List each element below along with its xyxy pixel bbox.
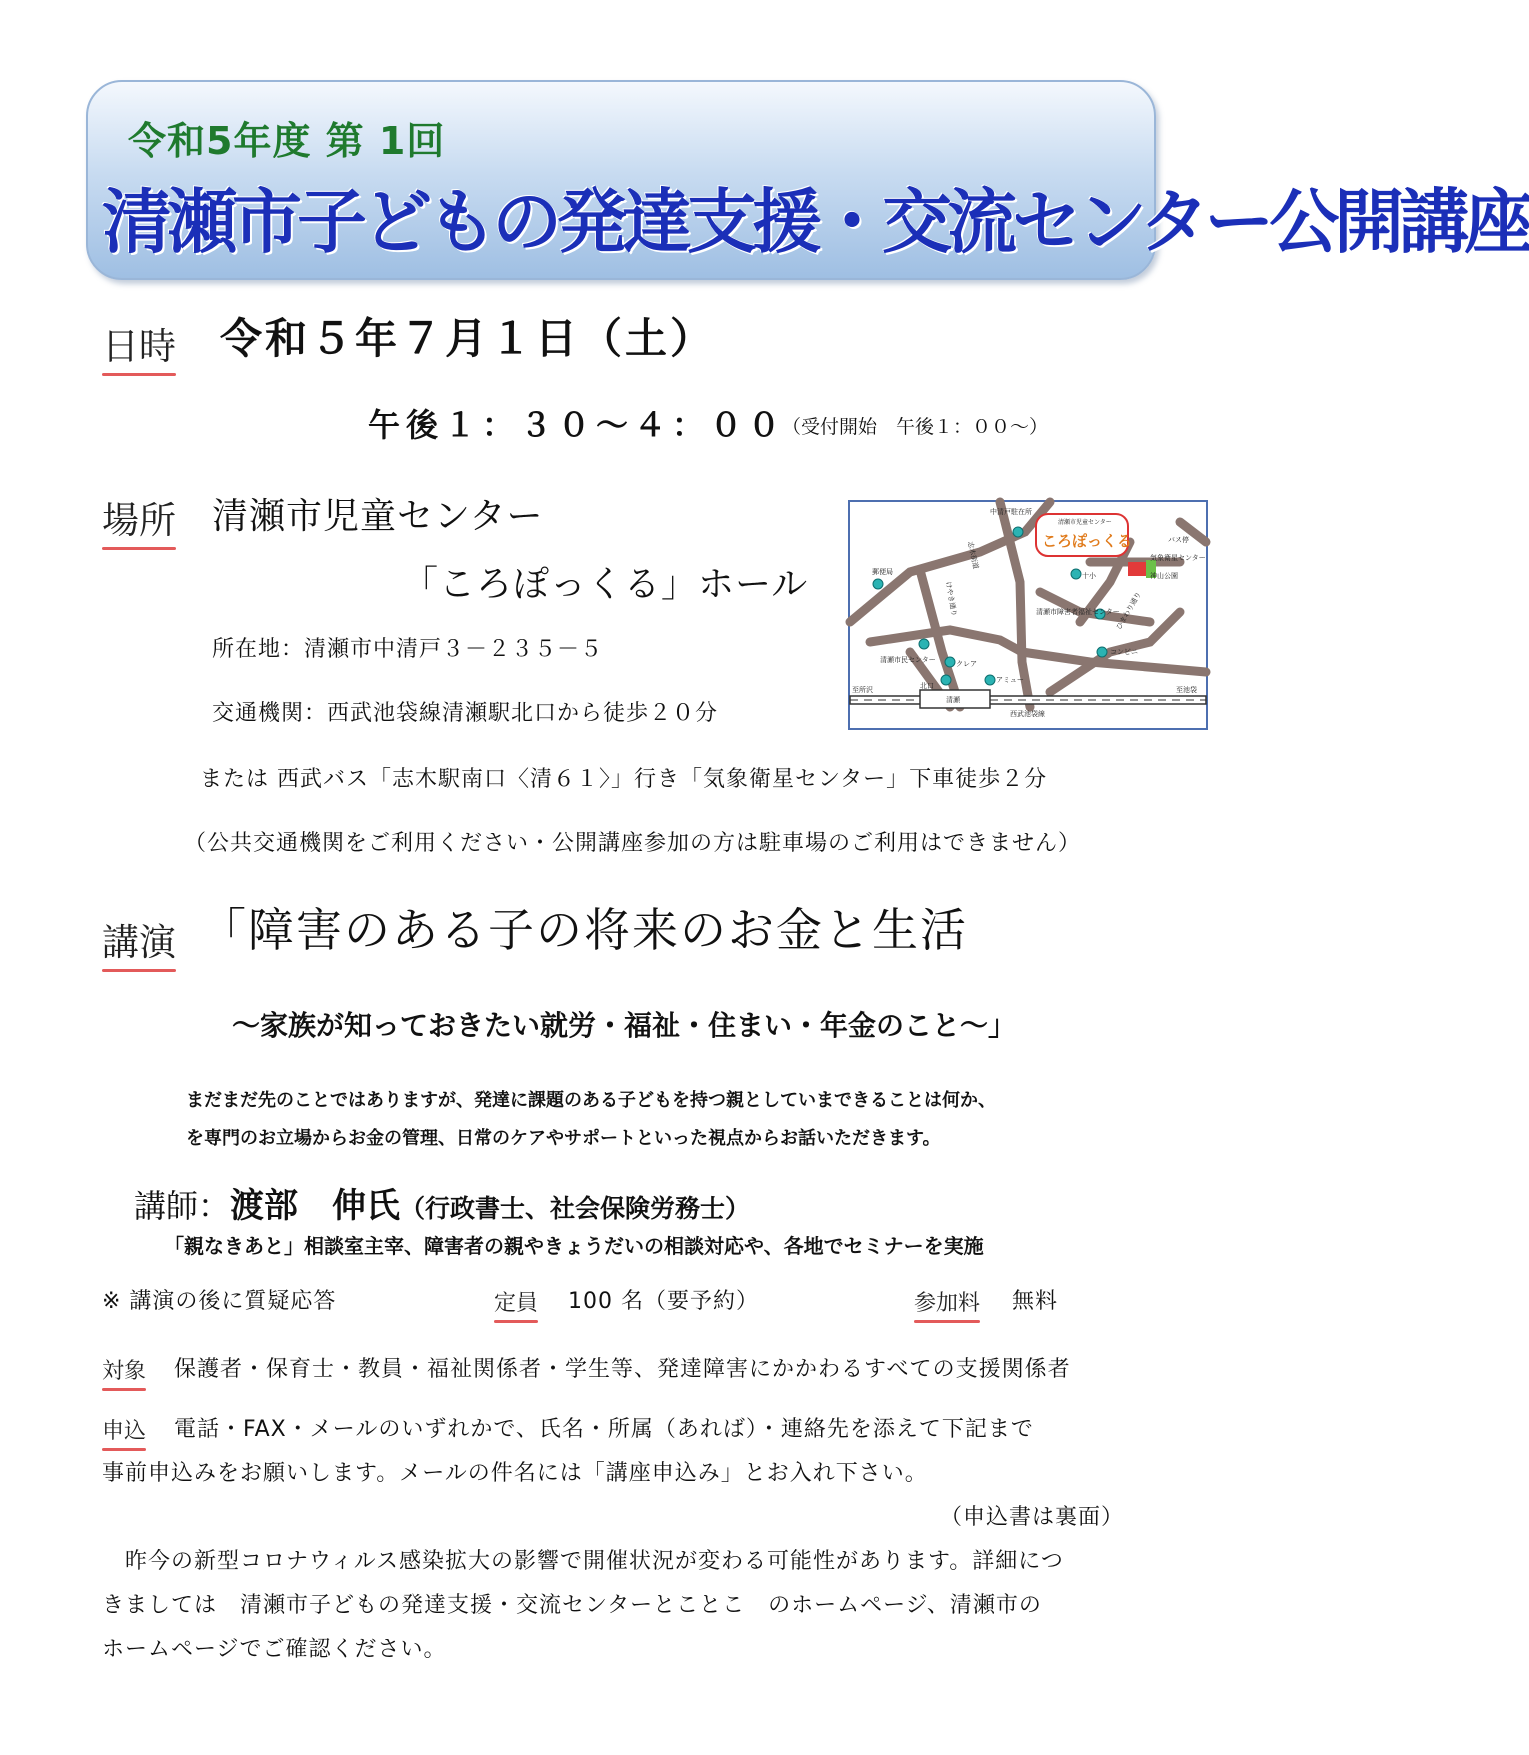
map-label-nakakiyoto: 中清戸駐在所 xyxy=(990,508,1032,516)
lecture-description-1: まだまだ先のことではありますが、発達に課題のある子どもを持つ親としていまできることは何か、 xyxy=(186,1090,996,1111)
notice-line-1: 昨今の新型コロナウィルス感染拡大の影響で開催状況が変わる可能性があります。詳細につ xyxy=(102,1549,1064,1574)
map-label-busstop: バス停 xyxy=(1168,536,1189,544)
target-label: 対象 xyxy=(102,1354,146,1385)
datetime-label: 日時 xyxy=(102,316,176,370)
map-label-kamiyama: 神山公園 xyxy=(1150,572,1178,580)
map-label-tokorozawa: 至所沢 xyxy=(852,686,873,694)
map-label-yubin: 郵便局 xyxy=(872,568,893,576)
banner-title: 清瀬市子どもの発達支援・交流センター公開講座 xyxy=(102,181,1529,263)
place-access: 交通機関：西武池袋線清瀬駅北口から徒歩２０分 xyxy=(212,701,719,726)
place-name: 清瀬市児童センター xyxy=(212,496,544,537)
capacity-value: 100 名（要予約） xyxy=(568,1289,759,1314)
capacity-label: 定員 xyxy=(494,1286,538,1317)
map-label-shigi: 志木街道 xyxy=(966,540,980,570)
event-time: 午後１：３０～４：００ xyxy=(368,406,787,444)
target-value: 保護者・保育士・教員・福祉関係者・学生等、発達障害にかかわるすべての支援関係者 xyxy=(174,1357,1071,1382)
reception-time: （受付開始 午後１：００～） xyxy=(782,416,1049,438)
lecture-subtitle: ～家族が知っておきたい就労・福祉・住まい・年金のこと～」 xyxy=(232,1009,1017,1042)
map-label-hayaki: けやき通り xyxy=(944,580,958,617)
apply-line-1: 電話・FAX・メールのいずれかで、氏名・所属（あれば）・連絡先を添えて下記まで xyxy=(174,1417,1034,1442)
lecturer-title: （行政書士、社会保険労務士） xyxy=(400,1194,751,1223)
map-label-line: 西武池袋線 xyxy=(1010,710,1045,718)
map-label-jusho: 十小 xyxy=(1082,572,1096,580)
place-bus: または 西武バス「志木駅南口〈清６１〉」行き「気象衛星センター」下車徒歩２分 xyxy=(200,767,1048,792)
place-address: 所在地：清瀬市中清戸３－２３５－５ xyxy=(212,637,604,662)
place-label: 場所 xyxy=(102,490,176,544)
notice-line-3: ホームページでご確認ください。 xyxy=(102,1637,447,1662)
apply-line-2: 事前申込みをお願いします。メールの件名には「講座申込み」とお入れ下さい。 xyxy=(102,1461,928,1486)
parking-note: （公共交通機関をご利用ください・公開講座参加の方は駐車場のご利用はできません） xyxy=(184,831,1082,856)
map-label-himawari: ひまわり通り xyxy=(1114,590,1143,631)
lecture-title: 「障害のある子の将来のお金と生活 xyxy=(200,903,968,957)
access-map xyxy=(848,500,1208,730)
map-label-station: 清瀬 xyxy=(946,696,960,704)
notice-line-2: きましては 清瀬市子どもの発達支援・交流センターとことこ のホームページ、清瀬市の xyxy=(102,1593,1042,1618)
place-hall: 「ころぽっくる」ホール xyxy=(402,564,809,605)
map-label-kurea: クレア xyxy=(956,660,977,668)
fee-label: 参加料 xyxy=(914,1286,980,1317)
map-label-kitaguchi: 北口 xyxy=(920,682,934,690)
map-label-fukushi: 清瀬市障害者福祉センター xyxy=(1036,608,1120,616)
map-banner-logo: ころぽっくる xyxy=(1042,532,1133,550)
lecturer-name: 渡部 伸氏 xyxy=(230,1186,401,1226)
map-label-ikebukuro: 至池袋 xyxy=(1176,686,1197,694)
lecturer-profile: 「親なきあと」相談室主宰、障害者の親やきょうだいの相談対応や、各地でセミナーを実施 xyxy=(164,1234,984,1258)
map-label-konbini: コンビニ xyxy=(1110,648,1138,656)
map-center-marker xyxy=(1128,562,1146,576)
lecture-label: 講演 xyxy=(102,912,176,966)
lecturer-prefix: 講師： xyxy=(134,1187,231,1225)
lecturer-line xyxy=(134,1178,750,1227)
map-banner-small: 清瀬市児童センター xyxy=(1058,519,1112,526)
header-banner xyxy=(86,80,1529,280)
map-label-kisho: 気象衛星センター xyxy=(1150,554,1206,562)
map-graphic xyxy=(850,502,1206,728)
event-date: 令和５年７月１日（土） xyxy=(220,314,716,363)
qa-note: ※ 講演の後に質疑応答 xyxy=(102,1289,337,1314)
apply-form-note: （申込書は裏面） xyxy=(940,1505,1125,1530)
fee-value: 無料 xyxy=(1012,1289,1059,1314)
apply-label: 申込 xyxy=(102,1414,146,1445)
lecture-description-2: を専門のお立場からお金の管理、日常のケアやサポートといった視点からお話いただきます。 xyxy=(186,1128,941,1149)
map-label-amyu: アミュー xyxy=(996,676,1024,684)
banner-subtitle: 令和5年度 第 1回 xyxy=(128,119,446,163)
map-roads xyxy=(850,502,1206,707)
map-label-shimin: 清瀬市民センター xyxy=(880,656,936,664)
